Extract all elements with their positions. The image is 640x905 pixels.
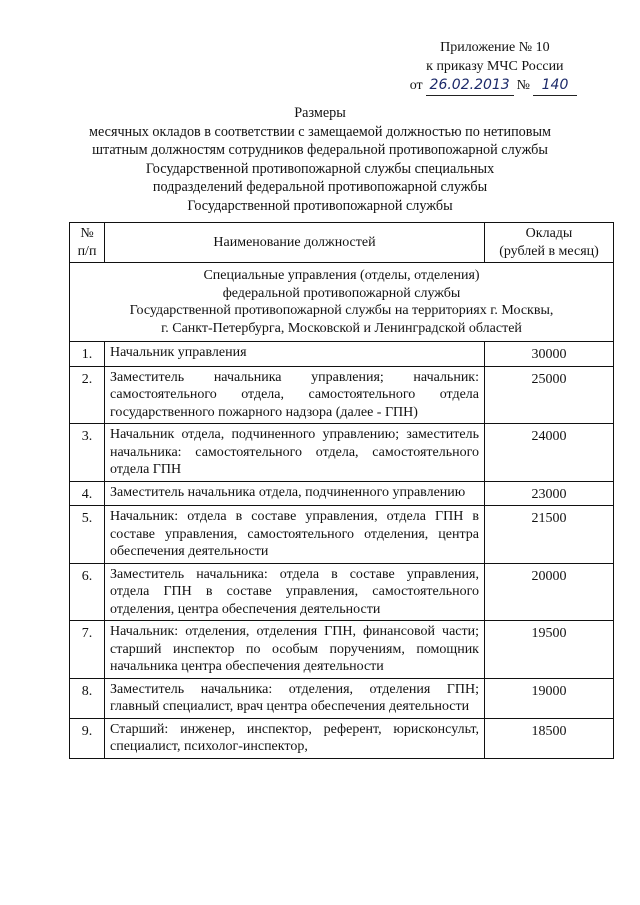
salary-value: 20000 (485, 563, 614, 621)
title-line: подразделений федеральной противопожарной службы (152, 179, 488, 195)
table-row (70, 563, 614, 621)
table-row (70, 424, 614, 482)
from-label: от (409, 78, 423, 93)
salary-value: 23000 (485, 481, 614, 506)
row-number: 3. (70, 424, 105, 482)
section-line: федеральной противопожарной службы (222, 285, 461, 301)
section-line: г. Санкт-Петербурга, Московской и Ленинградской областей (161, 320, 522, 336)
row-number: 2. (70, 366, 105, 424)
order-date-line (410, 76, 580, 96)
annex-header (410, 38, 580, 96)
header-salary (485, 223, 614, 263)
salary-value: 21500 (485, 506, 614, 564)
row-number: 7. (70, 621, 105, 679)
number-label: № (516, 78, 530, 93)
section-line: Специальные управления (отделы, отделения) (203, 268, 480, 283)
position-name: Заместитель начальника отдела, подчиненного управлению (105, 481, 485, 506)
table-row (70, 678, 614, 718)
row-number: 6. (70, 563, 105, 621)
header-number-line2: п/п (77, 243, 97, 259)
table-row (70, 366, 614, 424)
section-heading (70, 263, 614, 342)
row-number: 8. (70, 678, 105, 718)
table-row (70, 506, 614, 564)
header-number (70, 223, 105, 263)
order-number: 140 (533, 76, 577, 96)
table-row (70, 621, 614, 679)
title-line: месячных окладов в соответствии с замещаемой должностью по нетиповым (89, 123, 551, 140)
row-number: 1. (70, 342, 105, 367)
salary-value: 24000 (485, 424, 614, 482)
position-name: Заместитель начальника: отдела в составе управления, отдела ГПН в составе управления, самостоятельного отделения, центра обеспечения деятельности (105, 563, 485, 621)
section-line: Государственной противопожарной службы на территориях г. Москвы, (129, 303, 554, 318)
position-name: Заместитель начальника управления; начальник: самостоятельного отдела, самостоятельного отдела государственного пожарного надзора (далее - ГПН) (105, 366, 485, 424)
position-name: Начальник управления (105, 342, 485, 367)
row-number: 4. (70, 481, 105, 506)
header-salary-line1: Оклады (525, 226, 573, 241)
title-line: Государственной противопожарной службы специальных (145, 160, 495, 177)
salary-value: 30000 (485, 342, 614, 367)
row-number: 9. (70, 718, 105, 758)
position-name: Заместитель начальника: отделения, отделения ГПН; главный специалист, врач центра обеспечения деятельности (105, 678, 485, 718)
salary-value: 18500 (485, 718, 614, 758)
position-name: Начальник отдела, подчиненного управлению; заместитель начальника: самостоятельного отдела, самостоятельного отдела ГПН (105, 424, 485, 482)
salary-table (69, 222, 614, 759)
header-salary-line2: (рублей в месяц) (499, 243, 599, 259)
salary-value: 25000 (485, 366, 614, 424)
order-date: 26.02.2013 (426, 76, 514, 96)
table-header-row (70, 223, 614, 263)
table-row (70, 718, 614, 758)
table-row (70, 481, 614, 506)
position-name: Старший: инженер, инспектор, референт, юрисконсульт, специалист, психолог-инспектор, (105, 718, 485, 758)
title-line: Государственной противопожарной службы (187, 197, 453, 214)
header-position-name: Наименование должностей (105, 223, 485, 263)
row-number: 5. (70, 506, 105, 564)
salary-value: 19000 (485, 678, 614, 718)
title-heading: Размеры (294, 105, 346, 121)
section-row (70, 263, 614, 342)
position-name: Начальник: отдела в составе управления, отдела ГПН в составе управления, самостоятельного отделения, центра обеспечения деятельности (105, 506, 485, 564)
position-name: Начальник: отделения, отделения ГПН, финансовой части; старший инспектор по особым поручениям, помощник начальника центра обеспечения деятельности (105, 621, 485, 679)
table-row (70, 342, 614, 367)
document-title (70, 104, 570, 215)
header-number-line1: № (80, 226, 94, 241)
salary-value: 19500 (485, 621, 614, 679)
annex-order-ref: к приказу МЧС России (426, 59, 564, 74)
title-line: штатным должностям сотрудников федеральной противопожарной службы (92, 142, 548, 158)
annex-number: Приложение № 10 (440, 40, 550, 55)
